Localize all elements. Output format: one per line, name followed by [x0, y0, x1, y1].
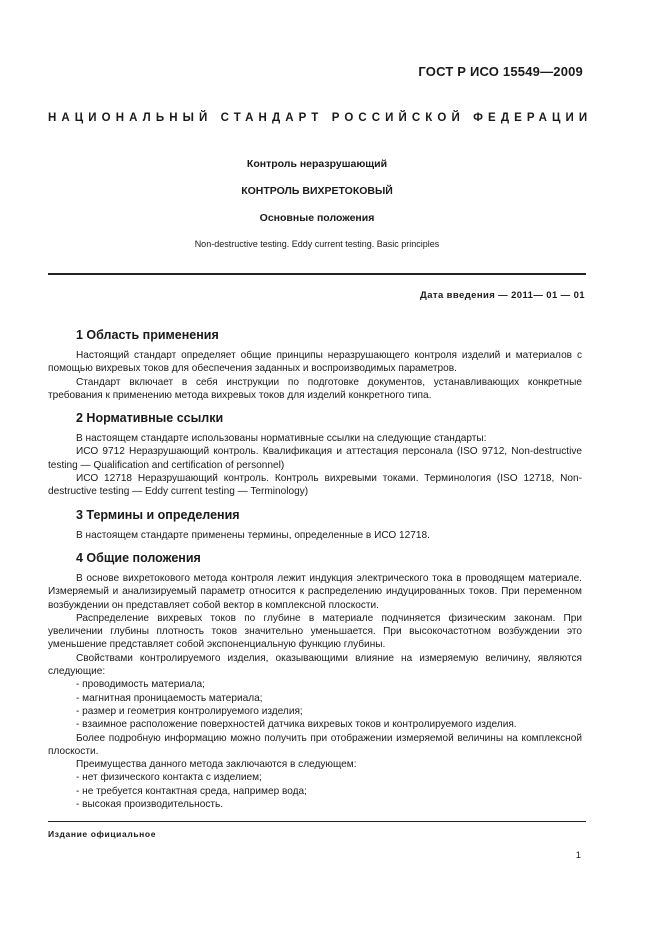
- section-heading: 4 Общие положения: [76, 550, 201, 565]
- paragraph: Настоящий стандарт определяет общие принципы неразрушающего контроля изделий и материалов с помощью вихревых токов для обеспечения заданных и воспроизводимых параметров.: [48, 350, 582, 375]
- paragraph: Свойствами контролируемого изделия, оказывающими влияние на измеряемую величину, являются следующие:: [48, 652, 582, 678]
- paragraph: В настоящем стандарте применены термины, определенные в ИСО 12718.: [76, 529, 430, 541]
- paragraph: Распределение вихревых токов по глубине в материале подчиняется физическим законам. При увеличении глубины плотность токов значительно уменьшается. При высокочастотном возбуждении это уменьшение представляет собой экспоненциальную функцию глубины.: [48, 612, 582, 651]
- english-title: Non-destructive testing. Eddy current testing. Basic principles: [194, 239, 440, 249]
- paragraph: Стандарт включает в себя инструкции по подготовке документов, устанавливающих конкретные требования к применению метода вихревых токов для изделий конкретного типа.: [48, 376, 582, 401]
- section-general: [48, 550, 582, 811]
- national-standard-banner: НАЦИОНАЛЬНЫЙ СТАНДАРТ РОССИЙСКОЙ ФЕДЕРАЦИИ: [48, 112, 593, 124]
- official-edition-label: Издание официальное: [48, 829, 157, 839]
- footer-divider: [48, 821, 586, 822]
- paragraph: Преимущества данного метода заключаются в следующем:: [76, 759, 357, 771]
- list-item: - высокая производительность.: [76, 799, 224, 811]
- section-normative-references: [48, 410, 582, 498]
- paragraph: ИСО 9712 Неразрушающий контроль. Квалификация и аттестация персонала (ISO 9712, Non-destructive testing — Qualification and certification of personnel): [48, 446, 582, 471]
- section-scope: [48, 327, 582, 402]
- list-item: - размер и геометрия контролируемого изделия;: [76, 705, 303, 717]
- paragraph: ИСО 12718 Неразрушающий контроль. Контроль вихревыми токами. Терминология (ISO 12718, Non-destructive testing — Eddy current testing — Terminology): [48, 473, 582, 498]
- document-body: [48, 327, 582, 819]
- introduction-date: Дата введения — 2011— 01 — 01: [420, 290, 585, 301]
- standard-category: Контроль неразрушающий: [246, 158, 388, 170]
- paragraph: В основе вихретокового метода контроля лежит индукция электрического тока в проводящем материале. Измеряемый и анализируемый параметр относится к распределению индуцированных токов. При переменном возбуждении он представляет собой вектор в комплексной плоскости.: [48, 572, 582, 611]
- section-heading: 1 Область применения: [76, 328, 219, 342]
- page-number: 1: [575, 850, 581, 861]
- list-item: - магнитная проницаемость материала;: [76, 692, 263, 704]
- document-title: КОНТРОЛЬ ВИХРЕТОКОВЫЙ: [241, 185, 393, 197]
- section-terms: [48, 507, 582, 542]
- list-item: - проводимость материала;: [76, 679, 205, 691]
- paragraph: В настоящем стандарте использованы нормативные ссылки на следующие стандарты:: [76, 433, 487, 445]
- list-item: - нет физического контакта с изделием;: [76, 772, 262, 784]
- list-item: - не требуется контактная среда, например вода;: [76, 785, 307, 797]
- paragraph: Более подробную информацию можно получить при отображении измеряемой величины на комплексной плоскости.: [48, 732, 582, 757]
- list-item: - взаимное расположение поверхностей датчика вихревых токов и контролируемого изделия.: [76, 719, 517, 731]
- section-heading: 3 Термины и определения: [76, 507, 240, 522]
- header-divider: [48, 273, 586, 275]
- document-subtitle: Основные положения: [259, 212, 375, 224]
- section-heading: 2 Нормативные ссылки: [76, 411, 224, 426]
- standard-number: ГОСТ Р ИСО 15549—2009: [418, 64, 583, 79]
